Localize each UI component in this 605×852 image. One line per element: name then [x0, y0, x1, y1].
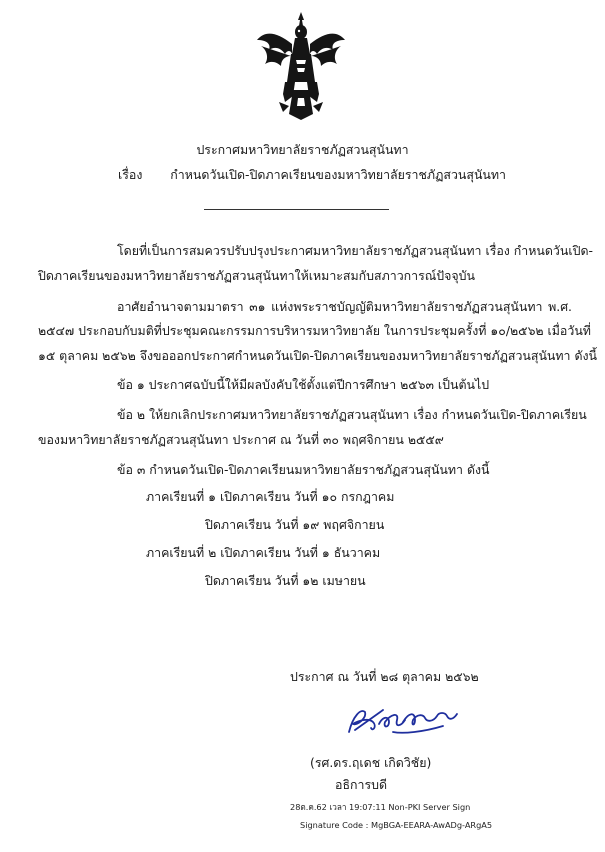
term-1-open: ภาคเรียนที่ ๑ เปิดภาคเรียน วันที่ ๑๐ กรกฎาคม [146, 489, 395, 504]
paragraph-1-line-2: ปิดภาคเรียนของมหาวิทยาลัยราชภัฏสวนสุนันทาให้เหมาะสมกับสภาวการณ์ปัจจุบัน [38, 268, 475, 283]
subject-line [118, 166, 507, 184]
e-sign-info: 28ต.ค.62 เวลา 19:07:11 Non-PKI Server Sign [290, 802, 471, 812]
title-divider [204, 209, 389, 210]
term-2-open: ภาคเรียนที่ ๒ เปิดภาคเรียน วันที่ ๑ ธันวาคม [146, 545, 381, 560]
announcement-title: ประกาศมหาวิทยาลัยราชภัฏสวนสุนันทา [196, 142, 409, 157]
paragraph-2-line-1: อาศัยอำนาจตามมาตรา ๓๑ แห่งพระราชบัญญัติมหาวิทยาลัยราชภัฏสวนสุนันทา พ.ศ. [117, 299, 572, 314]
clause-2-line-2: ของมหาวิทยาลัยราชภัฏสวนสุนันทา ประกาศ ณ วันที่ ๓๐ พฤศจิกายน ๒๕๕๙ [38, 432, 444, 447]
paragraph-2-line-3: ๑๕ ตุลาคม ๒๕๖๒ จึงขอออกประกาศกำหนดวันเปิด-ปิดภาคเรียนของมหาวิทยาลัยราชภัฏสวนสุนันทา ดังนี้ [38, 348, 598, 363]
term-1-close: ปิดภาคเรียน วันที่ ๑๙ พฤศจิกายน [205, 517, 385, 532]
clause-2-line-1: ข้อ ๒ ให้ยกเลิกประกาศมหาวิทยาลัยราชภัฏสวนสุนันทา เรื่อง กำหนดวันเปิด-ปิดภาคเรียน [117, 407, 587, 422]
subject-label: เรื่อง [118, 167, 143, 182]
subject-text: กำหนดวันเปิด-ปิดภาคเรียนของมหาวิทยาลัยราชภัฏสวนสุนันทา [170, 167, 507, 182]
clause-1: ข้อ ๑ ประกาศฉบับนี้ให้มีผลบังคับใช้ตั้งแต่ปีการศึกษา ๒๕๖๓ เป็นต้นไป [117, 377, 490, 392]
clause-3: ข้อ ๓ กำหนดวันเปิด-ปิดภาคเรียนมหาวิทยาลัยราชภัฏสวนสุนันทา ดังนี้ [117, 462, 490, 477]
paragraph-1-line-1: โดยที่เป็นการสมควรปรับปรุงประกาศมหาวิทยาลัยราชภัฏสวนสุนันทา เรื่อง กำหนดวันเปิด- [117, 243, 593, 258]
signer-position: อธิการบดี [335, 777, 388, 792]
term-2-close: ปิดภาคเรียน วันที่ ๑๒ เมษายน [205, 573, 366, 588]
signer-name: (รศ.ดร.ฤเดช เกิดวิชัย) [310, 755, 432, 770]
announcement-date: ประกาศ ณ วันที่ ๒๘ ตุลาคม ๒๕๖๒ [290, 669, 479, 684]
paragraph-2-line-2: ๒๕๔๗ ประกอบกับมติที่ประชุมคณะกรรมการบริหารมหาวิทยาลัย ในการประชุมครั้งที่ ๑๐/๒๕๖๒ เมื่อวันที่ [38, 323, 591, 338]
garuda-emblem-icon [255, 10, 347, 122]
signature-code: Signature Code : MgBGA-EEARA-AwADg-ARgA5 [300, 820, 493, 830]
signature [343, 702, 461, 740]
